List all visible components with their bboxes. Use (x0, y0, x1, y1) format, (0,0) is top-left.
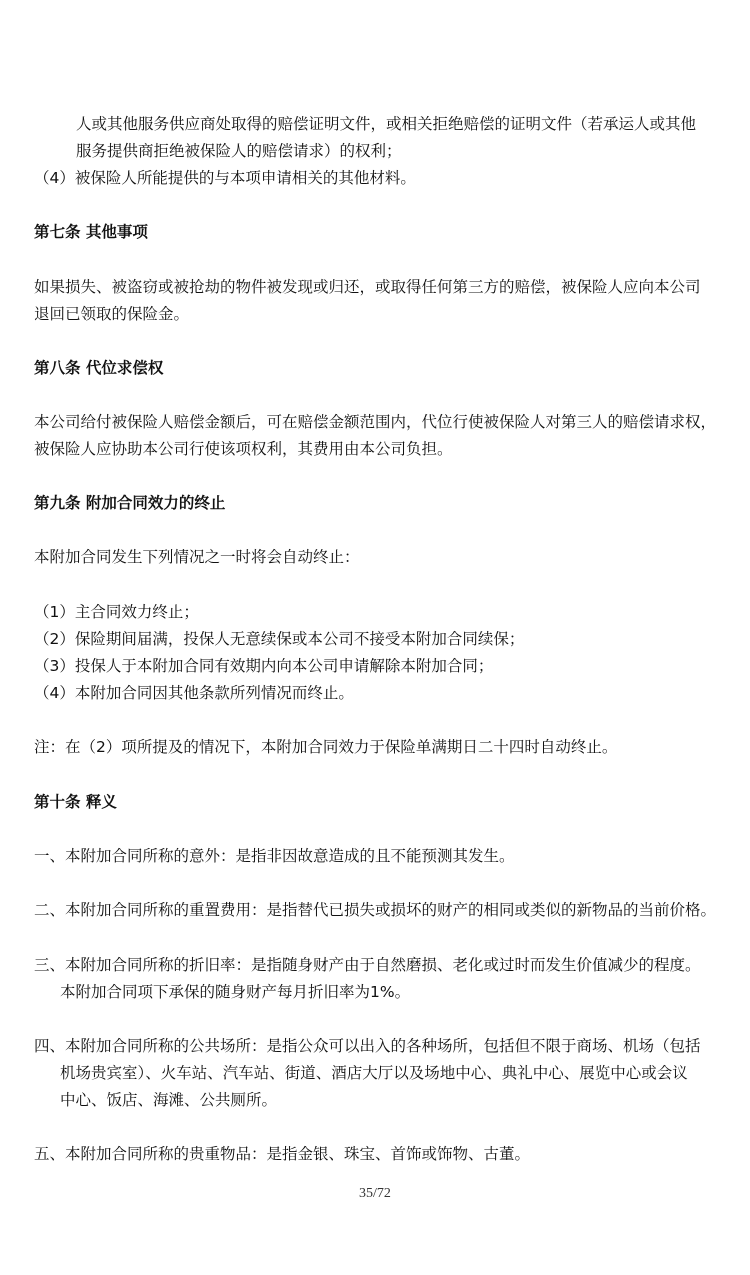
definition-continuation: 机场贵宾室）、火车站、汽车站、街道、酒店大厅以及场地中心、典礼中心、展览中心或会议 (60, 1064, 688, 1082)
page-number: 35/72 (359, 1186, 391, 1201)
definition-item: 一、本附加合同所称的意外：是指非因故意造成的且不能预测其发生。 (34, 847, 515, 865)
paragraph-line: 人或其他服务供应商处取得的赔偿证明文件，或相关拒绝赔偿的证明文件（若承运人或其他 (76, 115, 697, 133)
definition-item: 五、本附加合同所称的贵重物品：是指金银、珠宝、首饰或饰物、古董。 (34, 1145, 531, 1163)
note-line: 注：在（2）项所提及的情况下，本附加合同效力于保险单满期日二十四时自动终止。 (34, 738, 618, 756)
paragraph-line: 如果损失、被盗窃或被抢劫的物件被发现或归还，或取得任何第三方的赔偿，被保险人应向本公司 (34, 278, 701, 296)
section-heading: 第十条 释义 (34, 793, 117, 811)
section-heading: 第七条 其他事项 (34, 223, 148, 241)
list-item: （4）被保险人所能提供的与本项申请相关的其他材料。 (34, 169, 416, 187)
definition-continuation: 本附加合同项下承保的随身财产每月折旧率为1%。 (60, 983, 411, 1001)
definition-continuation: 中心、饭店、海滩、公共厕所。 (60, 1091, 278, 1109)
list-item: （2）保险期间届满，投保人无意续保或本公司不接受本附加合同续保； (34, 630, 525, 648)
paragraph-line: 服务提供商拒绝被保险人的赔偿请求）的权利； (76, 142, 402, 160)
list-item: （3）投保人于本附加合同有效期内向本公司申请解除本附加合同； (34, 657, 494, 675)
paragraph-line: 退回已领取的保险金。 (34, 305, 190, 323)
list-item: （4）本附加合同因其他条款所列情况而终止。 (34, 684, 354, 702)
definition-item: 四、本附加合同所称的公共场所：是指公众可以出入的各种场所，包括但不限于商场、机场（包括 (34, 1037, 701, 1055)
section-heading: 第八条 代位求偿权 (34, 359, 164, 377)
paragraph-line: 被保险人应协助本公司行使该项权利，其费用由本公司负担。 (34, 440, 453, 458)
definition-item: 三、本附加合同所称的折旧率：是指随身财产由于自然磨损、老化或过时而发生价值减少的程度。 (34, 956, 701, 974)
list-item: （1）主合同效力终止； (34, 603, 199, 621)
definition-item: 二、本附加合同所称的重置费用：是指替代已损失或损坏的财产的相同或类似的新物品的当前价格。 (34, 901, 717, 919)
paragraph-line: 本附加合同发生下列情况之一时将会自动终止： (34, 548, 360, 566)
paragraph-line: 本公司给付被保险人赔偿金额后，可在赔偿金额范围内，代位行使被保险人对第三人的赔偿请求权， (34, 413, 717, 431)
section-heading: 第九条 附加合同效力的终止 (34, 494, 226, 512)
